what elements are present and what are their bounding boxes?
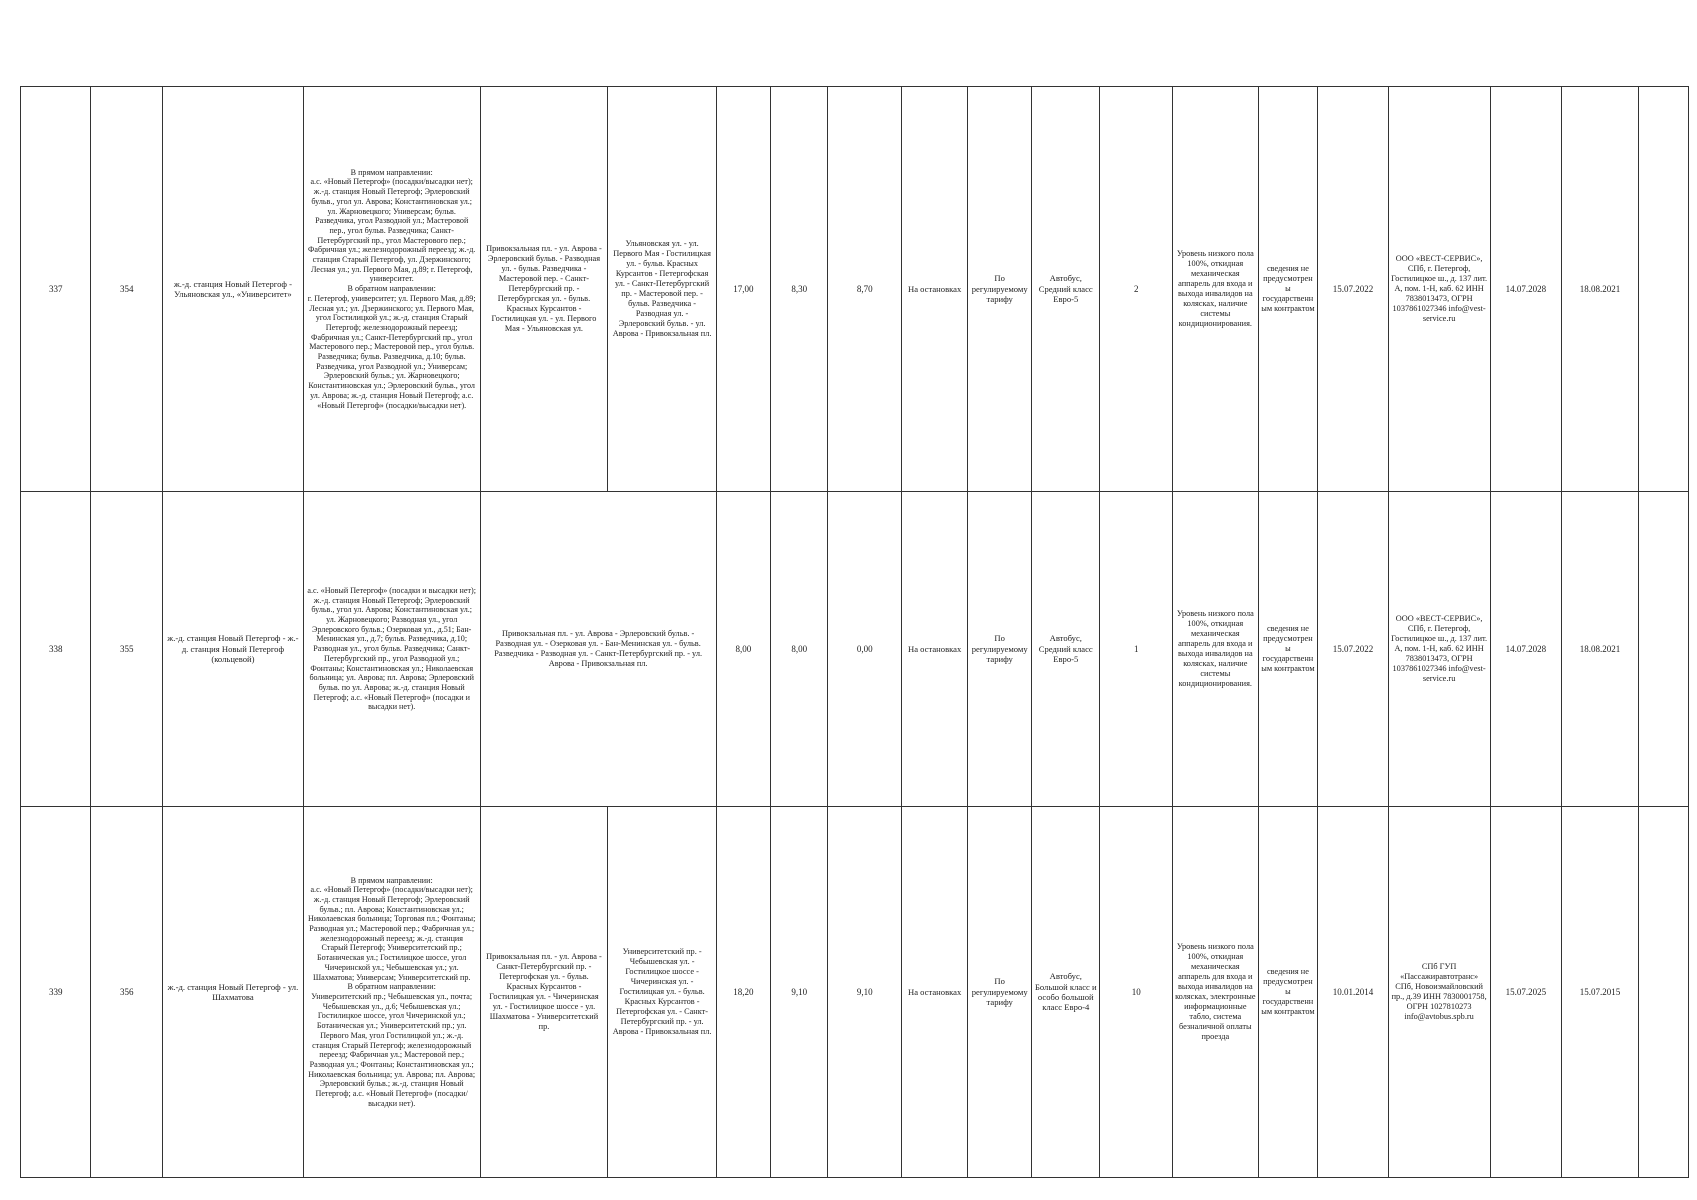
route-streets: Привокзальная пл. - ул. Аврова - Эрлеровский бульв. - Разводная ул. - Озерковая ул. - Бан-Менинская ул. - бульв. Разведчика - Разводная ул. - Санкт-Петербургский пр. - ул. Аврова - Привокзальная пл. — [480, 492, 716, 807]
route-carrier: ООО «ВЕСТ-СЕРВИС», СПб, г. Петергоф, Гостилицкое ш., д. 137 лит. А, пом. 1-Н, каб. 62 ИНН 7838013473, ОГРН 1037861027346 info@vest-service.ru — [1388, 87, 1490, 492]
route-extra — [1639, 87, 1689, 492]
route-number: 355 — [91, 492, 163, 807]
route-tariff: По регулируемому тарифу — [968, 87, 1032, 492]
route-start-date: 10.01.2014 — [1318, 807, 1388, 1178]
table-row-339 — [21, 807, 1689, 1178]
route-stop-order: На остановках — [902, 87, 968, 492]
route-length-forward: 9,10 — [770, 807, 827, 1178]
route-length-forward: 8,00 — [770, 492, 827, 807]
route-vehicle-count: 10 — [1100, 807, 1173, 1178]
route-contract-info: сведения не предусмотрены государственным контрактом — [1258, 492, 1318, 807]
route-number: 356 — [91, 807, 163, 1178]
route-name: ж.-д. станция Новый Петергоф - ул. Шахматова — [162, 807, 303, 1178]
route-name: ж.-д. станция Новый Петергоф - ж.-д. станция Новый Петергоф (кольцевой) — [162, 492, 303, 807]
route-stop-order: На остановках — [902, 807, 968, 1178]
route-reg-number: 339 — [21, 807, 91, 1178]
route-length-total: 18,20 — [716, 807, 770, 1178]
route-vehicle-features: Уровень низкого пола 100%, откидная механическая аппарель для входа и выхода инвалидов на колясках, наличие системы кондиционирования. — [1173, 87, 1259, 492]
route-streets-backward: Университетский пр. - Чебышевская ул. - Гостилицкое шоссе - Чичеринская ул. - Гостилицкая ул. - бульв. Красных Курсантов - Петергофская ул. - Санкт-Петербургский пр. - ул. Аврова - Привокзальная пл. — [608, 807, 716, 1178]
route-reg-number: 337 — [21, 87, 91, 492]
route-vehicle: Автобус, Средний класс Евро-5 — [1032, 87, 1100, 492]
route-stops: В прямом направлении: а.с. «Новый Петергоф» (посадки/высадки нет); ж.-д. станция Новый Петергоф; Эрлеровский бульв.; пл. Аврова; Константиновская ул.; Николаевская больница; Торговая пл.; Фонтаны; Разводная ул.; Мастеровой пер.; Фабричная ул.; железнодорожный переезд; ж.-д. станция Старый Петергоф; Университетский пр.; Ботаническая ул.; Гостилицкое шоссе, угол Чичеринской ул.; Чебышевская ул.; ул. Шахматова; Универсам; Университетский пр. В обратном направлении: Университетский пр.; Чебышевская ул., почта; Чебышевская ул., д.6; Чебышевская ул.; Гостилицкое шоссе, угол Чичеринской ул.; Ботаническая ул.; Университетский пр.; ул. Первого Мая, угол Гостилицкой ул.; ж.-д. станция Старый Петергоф; железнодорожный переезд; Фабричная ул.; Мастеровой пер.; Разводная ул.; Фонтаны; Константиновская ул.; Николаевская больница; ул. Аврова; пл. Аврова; Эрлеровский бульв.; ж.-д. станция Новый Петергоф; а.с. «Новый Петергоф» (посадки/высадки нет). — [303, 807, 480, 1178]
route-tariff: По регулируемому тарифу — [968, 807, 1032, 1178]
route-reg-number: 338 — [21, 492, 91, 807]
route-carrier: ООО «ВЕСТ-СЕРВИС», СПб, г. Петергоф, Гостилицкое ш., д. 137 лит. А, пом. 1-Н, каб. 62 ИНН 7838013473, ОГРН 1037861027346 info@vest-service.ru — [1388, 492, 1490, 807]
route-streets-forward: Привокзальная пл. - ул. Аврова - Эрлеровский бульв. - Разводная ул. - бульв. Разведчика - Мастеровой пер. - Санкт-Петербургский пр. - Петербургская ул. - бульв. Красных Курсантов - Гостилицкая ул. - ул. Первого Мая - Ульяновская ул. — [480, 87, 608, 492]
route-carrier: СПб ГУП «Пассажиравтотранс» СПб, Новоизмайловский пр., д.39 ИНН 7830001758, ОГРН 1027810273 info@avtobus.spb.ru — [1388, 807, 1490, 1178]
route-end-date: 14.07.2028 — [1490, 87, 1562, 492]
table-row-338 — [21, 492, 1689, 807]
route-end-date: 15.07.2025 — [1490, 807, 1562, 1178]
route-length-backward: 8,70 — [828, 87, 902, 492]
route-streets-backward: Ульяновская ул. - ул. Первого Мая - Гостилицкая ул. - бульв. Красных Курсантов - Петергофская ул. - Санкт-Петербургский пр. - Мастеровой пер. - бульв. Разведчика - Разводная ул. - Эрлеровский бульв. - ул. Аврова - Привокзальная пл. — [608, 87, 716, 492]
route-vehicle: Автобус, Средний класс Евро-5 — [1032, 492, 1100, 807]
route-length-total: 17,00 — [716, 87, 770, 492]
route-stops: В прямом направлении: а.с. «Новый Петергоф» (посадки/высадки нет); ж.-д. станция Новый Петергоф; Эрлеровский бульв., угол ул. Аврова; Константиновская ул.; ул. Жарновецкого; Универсам; бульв. Разведчика, угол Разводной ул.; Мастеровой пер., угол бульв. Разведчика; Санкт-Петербургский пр., угол Мастерового пер.; Фабричная ул.; железнодорожный переезд; ж.-д. станция Старый Петергоф, ул. Дзержинского; Лесная ул.; ул. Первого Мая, д.89; г. Петергоф, университет. В обратном направлении: г. Петергоф, университет; ул. Первого Мая, д.89; Лесная ул.; ул. Дзержинского; ул. Первого Мая, угол Гостилицкой ул.; ж.-д. станция Старый Петергоф; железнодорожный переезд; Фабричная ул.; Санкт-Петербургский пр., угол Мастерового пер.; Мастеровой пер., угол бульв. Разведчика; бульв. Разведчика, д.10; бульв. Разведчика, угол Разводной ул.; Универсам; Эрлеровский бульв.; ул. Жарновецкого; Константиновская ул.; Эрлеровский бульв., угол ул. Аврова; ж.-д. станция Новый Петергоф; а.с. «Новый Петергоф» (посадки/высадки нет). — [303, 87, 480, 492]
route-name: ж.-д. станция Новый Петергоф - Ульяновская ул., «Университет» — [162, 87, 303, 492]
route-length-total: 8,00 — [716, 492, 770, 807]
route-start-date: 15.07.2022 — [1318, 492, 1388, 807]
route-contract-info: сведения не предусмотрены государственным контрактом — [1258, 87, 1318, 492]
route-stop-order: На остановках — [902, 492, 968, 807]
route-length-forward: 8,30 — [770, 87, 827, 492]
route-contract-info: сведения не предусмотрены государственным контрактом — [1258, 807, 1318, 1178]
route-extra — [1639, 492, 1689, 807]
route-tariff: По регулируемому тарифу — [968, 492, 1032, 807]
route-reg-date: 15.07.2015 — [1562, 807, 1639, 1178]
route-start-date: 15.07.2022 — [1318, 87, 1388, 492]
route-reg-date: 18.08.2021 — [1562, 87, 1639, 492]
routes-register-table — [20, 86, 1689, 1178]
route-vehicle-features: Уровень низкого пола 100%, откидная механическая аппарель для входа и выхода инвалидов на колясках, наличие системы кондиционирования. — [1173, 492, 1259, 807]
table-row-337 — [21, 87, 1689, 492]
route-vehicle-count: 1 — [1100, 492, 1173, 807]
route-number: 354 — [91, 87, 163, 492]
route-end-date: 14.07.2028 — [1490, 492, 1562, 807]
route-length-backward: 0,00 — [828, 492, 902, 807]
route-reg-date: 18.08.2021 — [1562, 492, 1639, 807]
route-stops: а.с. «Новый Петергоф» (посадки и высадки нет); ж.-д. станция Новый Петергоф; Эрлеровский бульв., угол ул. Аврова; Константиновская ул.; ул. Жарновецкого; Разводная ул., угол Эрлеровского бульв.; Озерковая ул., д.51; Бан-Менинская ул., д.7; бульв. Разведчика, д.10; Разводная ул., угол бульв. Разведчика; Санкт-Петербургский пр., угол Разводной ул.; Фонтаны; Константиновская ул.; Николаевская больница; ул. Аврова; пл. Аврова; Эрлеровский бульв. по ул. Аврова; ж.-д. станция Новый Петергоф; а.с. «Новый Петергоф» (посадки и высадки нет). — [303, 492, 480, 807]
route-vehicle-count: 2 — [1100, 87, 1173, 492]
route-length-backward: 9,10 — [828, 807, 902, 1178]
route-vehicle-features: Уровень низкого пола 100%, откидная механическая аппарель для входа и выхода инвалидов на колясках, электронные информационные табло, система безналичной оплаты проезда — [1173, 807, 1259, 1178]
route-vehicle: Автобус, Большой класс и особо большой класс Евро-4 — [1032, 807, 1100, 1178]
route-streets-forward: Привокзальная пл. - ул. Аврова - Санкт-Петербургский пр. - Петергофская ул. - бульв. Красных Курсантов - Гостилицкая ул. - Чичеринская ул. - Гостилицкое шоссе - ул. Шахматова - Университетский пр. — [480, 807, 608, 1178]
route-extra — [1639, 807, 1689, 1178]
